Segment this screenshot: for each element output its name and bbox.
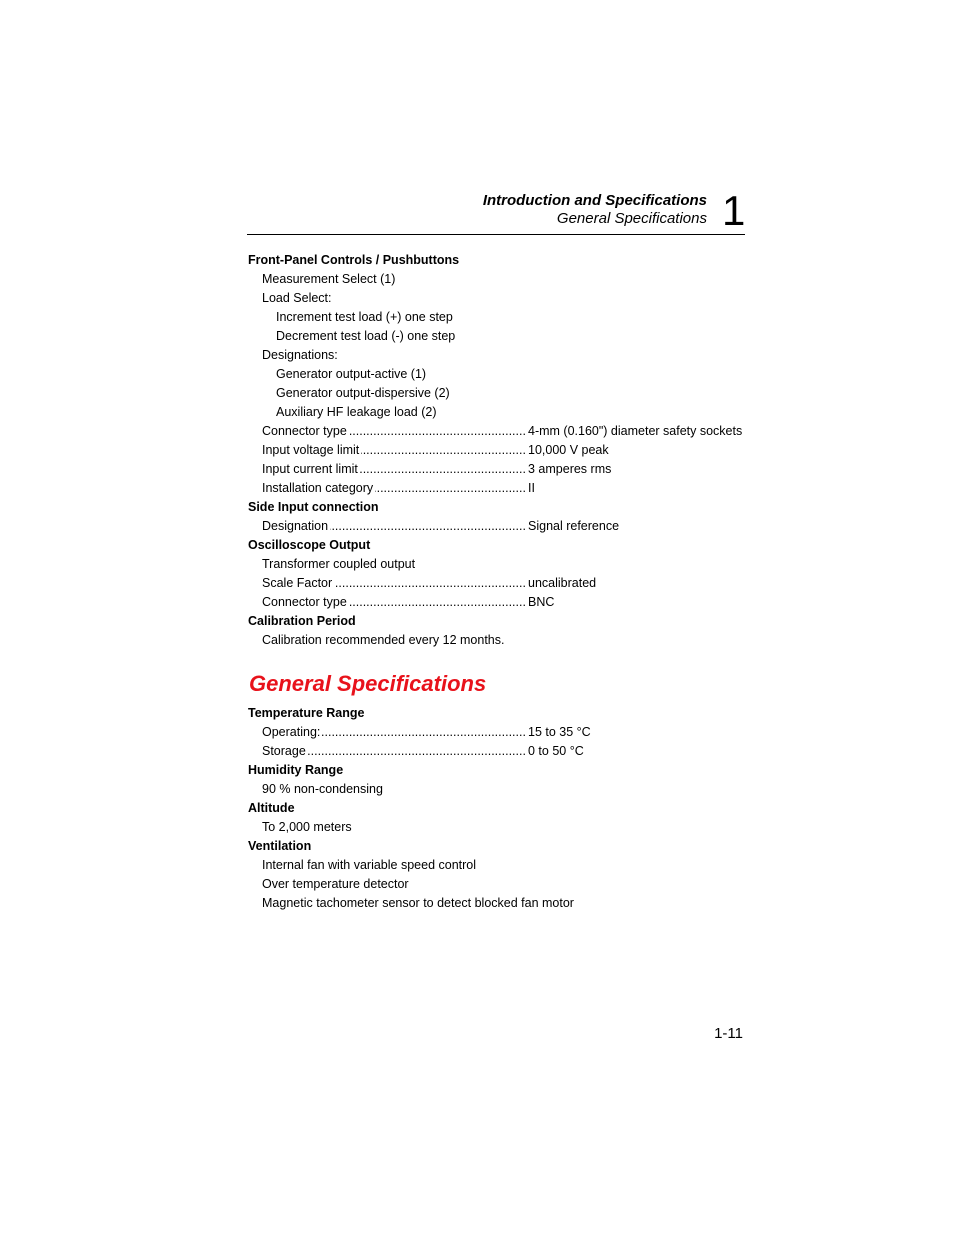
spec-value: II bbox=[528, 481, 535, 495]
spec-leader-row bbox=[248, 742, 748, 761]
spec-leader-row bbox=[248, 422, 748, 441]
spec-value: 10,000 V peak bbox=[528, 443, 609, 457]
ventilation-heading: Ventilation bbox=[248, 839, 312, 853]
spec-item: Calibration recommended every 12 months. bbox=[262, 633, 505, 647]
spec-leader-row bbox=[248, 574, 748, 593]
oscilloscope-heading: Oscilloscope Output bbox=[248, 538, 371, 552]
specs-block-2 bbox=[248, 704, 748, 913]
spec-subitem: Decrement test load (-) one step bbox=[276, 329, 456, 343]
spec-leader-row bbox=[248, 723, 748, 742]
spec-item: Designations: bbox=[262, 348, 338, 362]
altitude-heading: Altitude bbox=[248, 801, 295, 815]
spec-subitem: Generator output-dispersive (2) bbox=[276, 386, 450, 400]
spec-value: 15 to 35 °C bbox=[528, 725, 591, 739]
spec-label: Scale Factor bbox=[262, 576, 333, 590]
chapter-number: 1 bbox=[722, 187, 746, 234]
spec-item: To 2,000 meters bbox=[262, 820, 352, 834]
side-input-heading: Side Input connection bbox=[248, 500, 379, 514]
spec-value: 3 amperes rms bbox=[528, 462, 612, 476]
spec-value: 4-mm (0.160") diameter safety sockets bbox=[528, 424, 743, 438]
spec-item: 90 % non-condensing bbox=[262, 782, 383, 796]
general-specifications-heading: General Specifications bbox=[249, 671, 487, 696]
temperature-heading: Temperature Range bbox=[248, 706, 365, 720]
front-panel-heading: Front-Panel Controls / Pushbuttons bbox=[248, 253, 460, 267]
spec-item: Magnetic tachometer sensor to detect blocked fan motor bbox=[262, 896, 574, 910]
spec-label: Designation bbox=[262, 519, 329, 533]
spec-value: BNC bbox=[528, 595, 555, 609]
spec-subitem: Auxiliary HF leakage load (2) bbox=[276, 405, 437, 419]
humidity-heading: Humidity Range bbox=[248, 763, 344, 777]
spec-item: Load Select: bbox=[262, 291, 332, 305]
spec-item: Measurement Select (1) bbox=[262, 272, 396, 286]
spec-label: Connector type bbox=[262, 424, 347, 438]
spec-label: Storage bbox=[262, 744, 306, 758]
spec-item: Internal fan with variable speed control bbox=[262, 858, 477, 872]
spec-leader-row bbox=[248, 441, 748, 460]
section-title: General Specifications bbox=[556, 210, 707, 227]
spec-value: uncalibrated bbox=[528, 576, 597, 590]
spec-leader-row bbox=[248, 479, 748, 498]
page-number: 1-11 bbox=[714, 1025, 743, 1042]
spec-item: Over temperature detector bbox=[262, 877, 409, 891]
spec-leader-row bbox=[248, 593, 748, 612]
spec-label: Operating: bbox=[262, 725, 321, 739]
calibration-heading: Calibration Period bbox=[248, 614, 356, 628]
spec-item: Transformer coupled output bbox=[262, 557, 416, 571]
spec-leader-row bbox=[248, 517, 748, 536]
specs-block-1 bbox=[248, 251, 748, 650]
chapter-title: Introduction and Specifications bbox=[482, 192, 707, 209]
spec-subitem: Generator output-active (1) bbox=[276, 367, 427, 381]
spec-label: Connector type bbox=[262, 595, 347, 609]
spec-value: 0 to 50 °C bbox=[528, 744, 584, 758]
running-header bbox=[483, 192, 707, 228]
spec-subitem: Increment test load (+) one step bbox=[276, 310, 453, 324]
spec-label: Installation category bbox=[262, 481, 374, 495]
spec-label: Input current limit bbox=[262, 462, 358, 476]
header-rule bbox=[247, 234, 745, 235]
spec-leader-row bbox=[248, 460, 748, 479]
spec-value: Signal reference bbox=[528, 519, 620, 533]
spec-label: Input voltage limit bbox=[262, 443, 360, 457]
